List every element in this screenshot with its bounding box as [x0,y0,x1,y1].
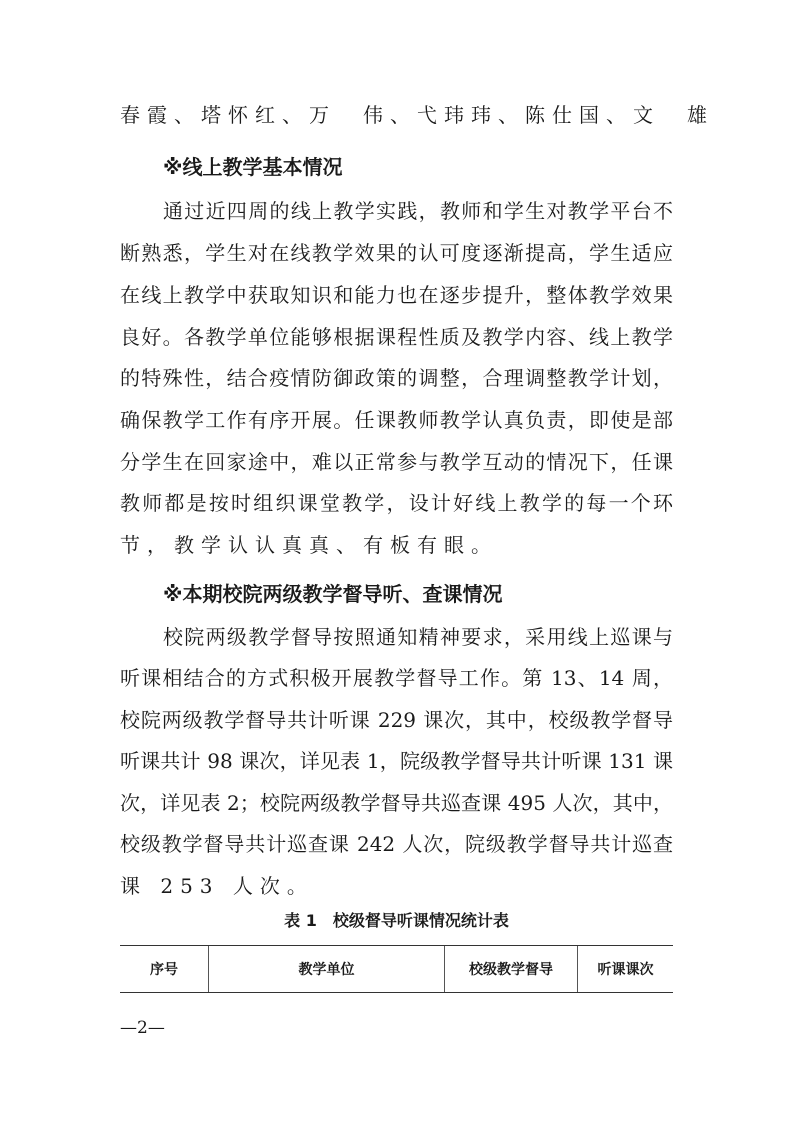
paragraph-line: 断熟悉，学生对在线教学效果的认可度逐渐提高，学生适应 [120,241,673,265]
paragraph-line: 良好。各教学单位能够根据课程性质及教学内容、线上教学 [120,325,673,349]
paragraph-line: 课 253 人次。 [120,874,314,898]
paragraph-line: 校院两级教学督导共计听课 229 课次，其中，校级教学督导 [120,708,673,732]
table-header-row [120,946,673,993]
paragraph-line: 通过近四周的线上教学实践，教师和学生对教学平台不 [163,199,673,223]
paragraph-line: 的特殊性，结合疫情防御政策的调整，合理调整教学计划， [120,366,673,390]
names-line: 春霞、塔怀红、万 伟、弋玮玮、陈仕国、文 雄 [120,103,714,127]
paragraph-line: 校级教学督导共计巡查课 242 人次，院级教学督导共计巡查 [120,832,673,856]
page-number: —2— [120,1018,165,1038]
column-header-count: 听课课次 [578,946,674,993]
column-header-supervisor: 校级教学督导 [445,946,578,993]
table-caption: 表 1 校级督导听课情况统计表 [284,911,509,930]
paragraph-line: 确保教学工作有序开展。任课教师教学认真负责，即使是部 [120,408,673,432]
section-heading-supervision: ※本期校院两级教学督导听、查课情况 [163,582,503,606]
column-header-unit: 教学单位 [209,946,445,993]
column-header-index: 序号 [120,946,209,993]
paragraph-line: 次，详见表 2；校院两级教学督导共巡查课 495 人次，其中， [120,791,673,815]
section-heading-online-teaching: ※线上教学基本情况 [163,155,343,179]
paragraph-line: 校院两级教学督导按照通知精神要求，采用线上巡课与 [163,625,673,649]
paragraph-line: 分学生在回家途中，难以正常参与教学互动的情况下，任课 [120,450,673,474]
supervision-table [120,945,673,993]
paragraph-line: 听课共计 98 课次，详见表 1，院级教学督导共计听课 131 课 [120,749,673,773]
paragraph-line: 听课相结合的方式积极开展教学督导工作。第 13、14 周， [120,666,673,690]
paragraph-line: 教师都是按时组织课堂教学，设计好线上教学的每一个环 [120,491,673,515]
paragraph-line: 在线上教学中获取知识和能力也在逐步提升，整体教学效果 [120,283,673,307]
paragraph-line: 节，教学认认真真、有板有眼。 [120,533,498,557]
